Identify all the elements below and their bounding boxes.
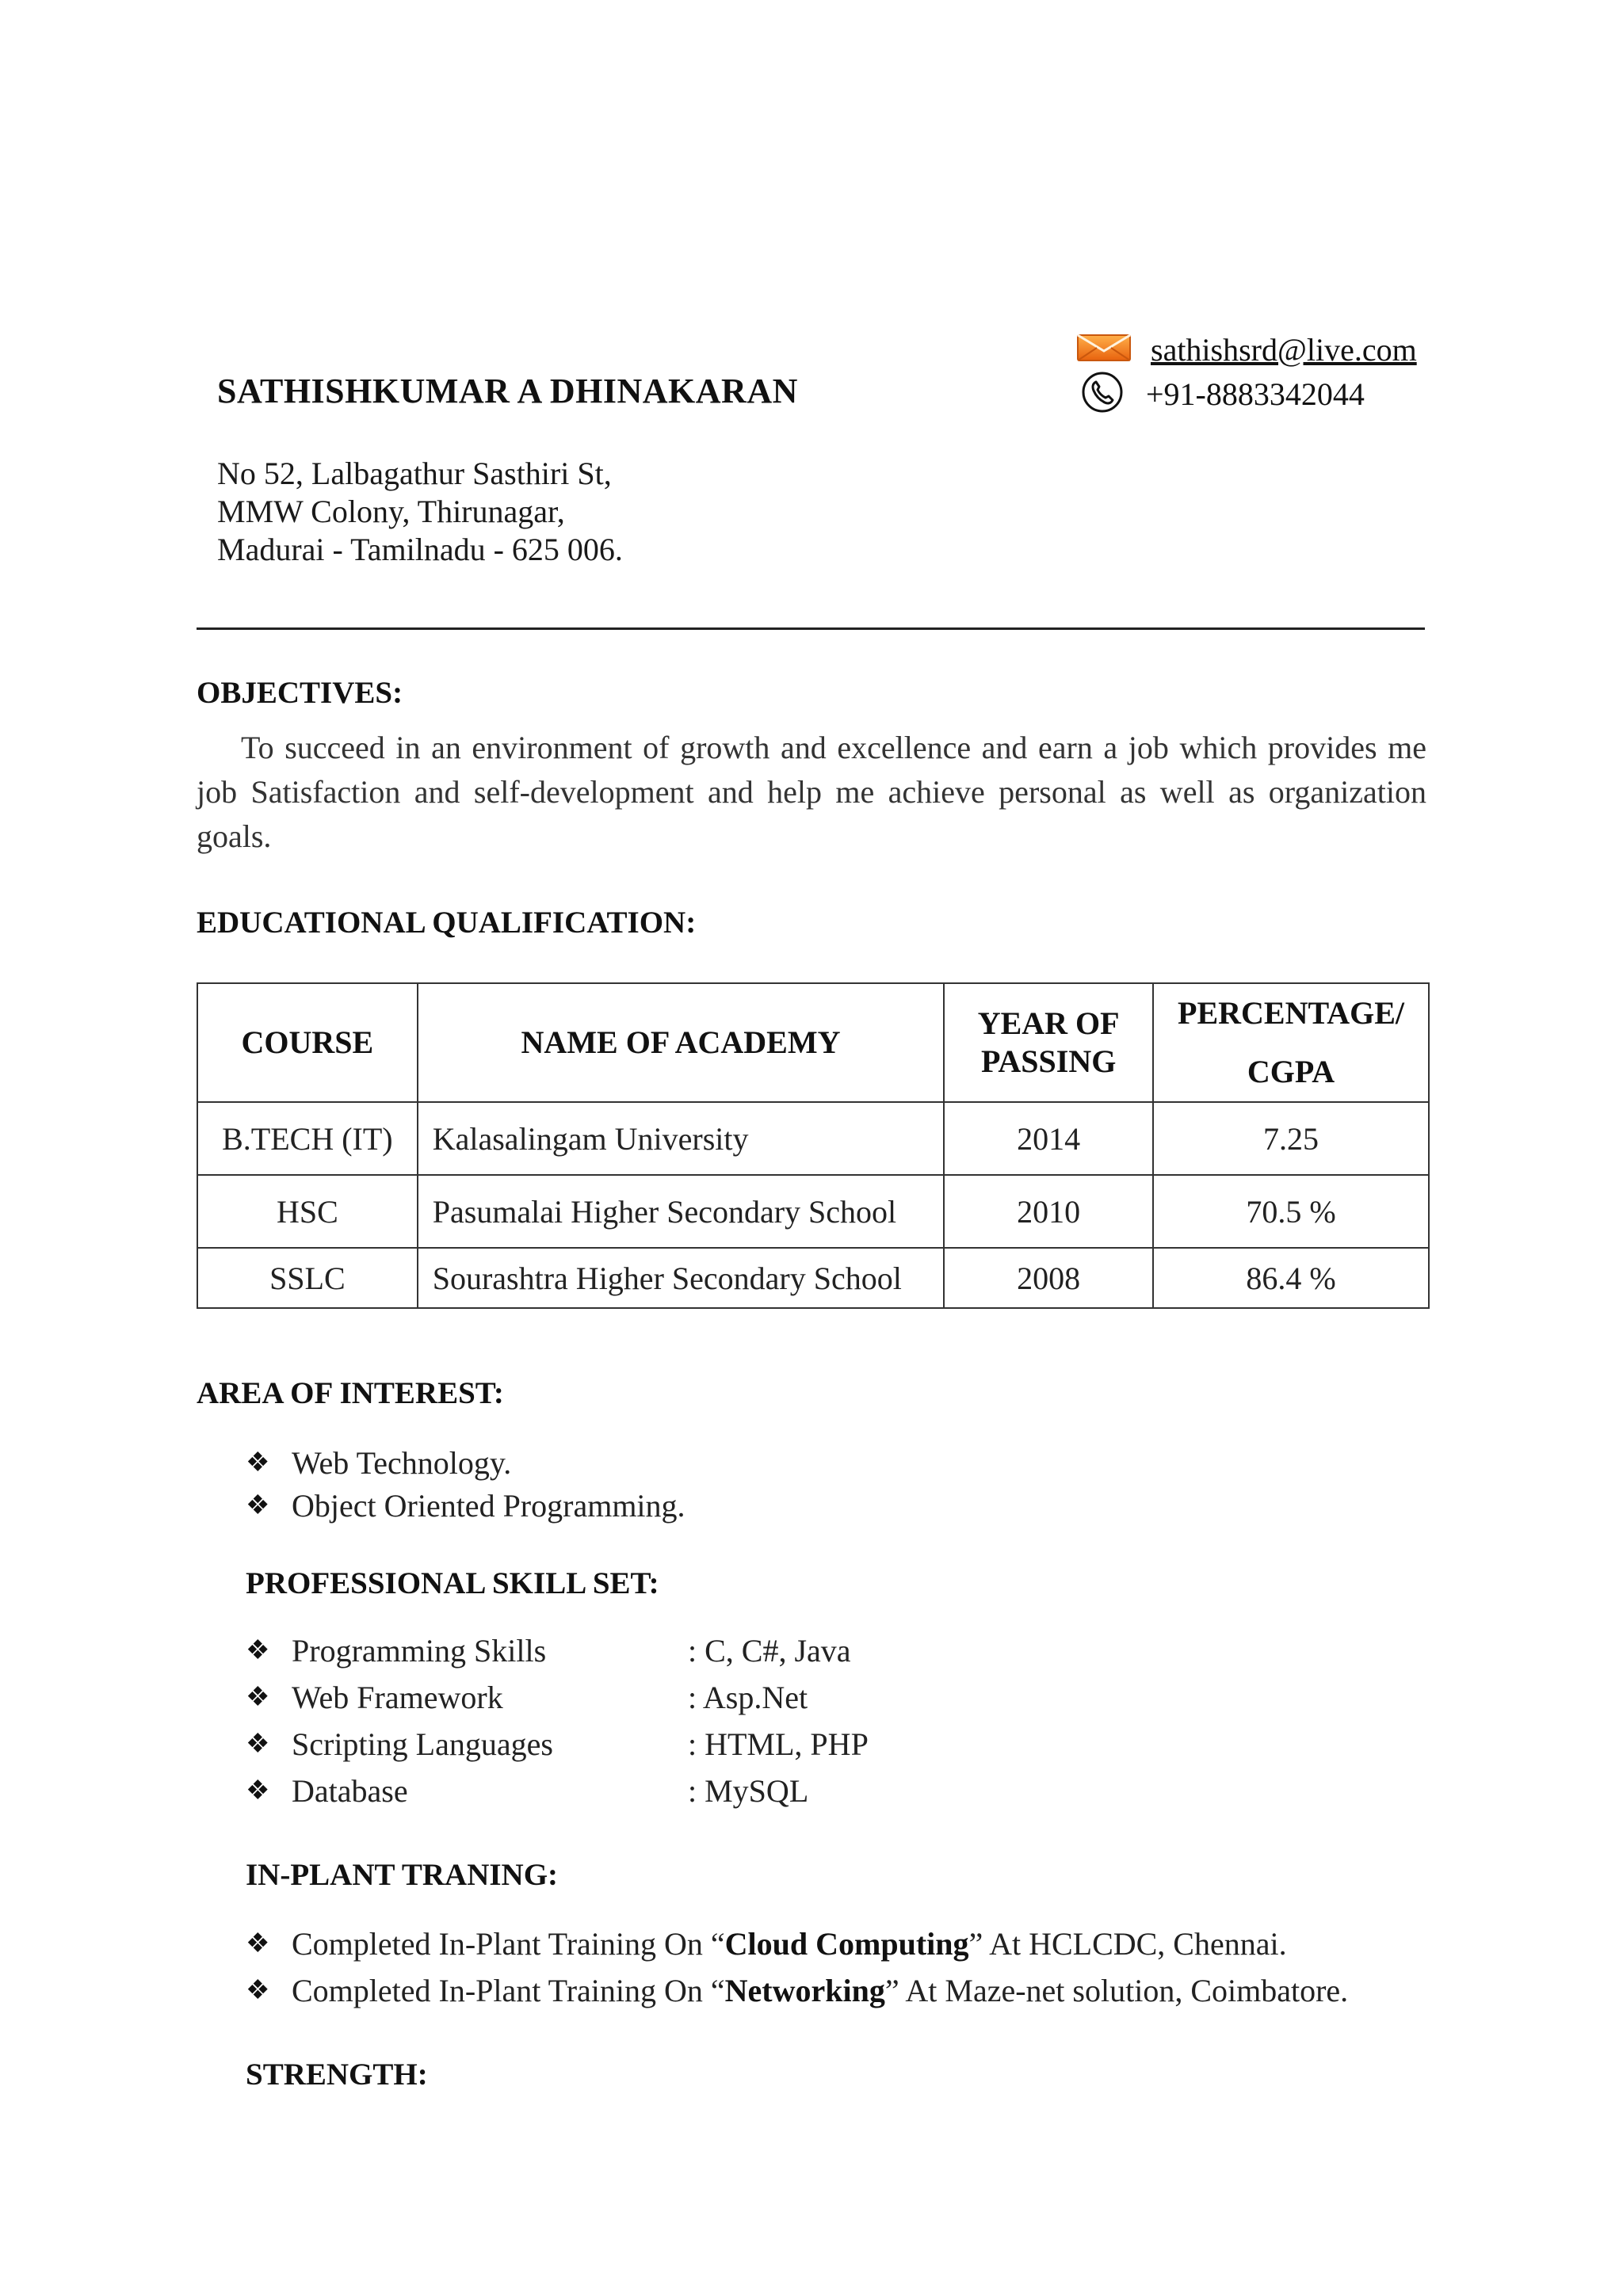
diamond-bullet-icon: ❖ xyxy=(246,1730,270,1759)
list-item xyxy=(246,1920,1348,1967)
phone-icon xyxy=(1081,371,1124,418)
list-item xyxy=(246,1768,869,1814)
course-cell: SSLC xyxy=(197,1248,418,1308)
diamond-bullet-icon: ❖ xyxy=(246,1776,270,1806)
address xyxy=(217,455,623,569)
diamond-bullet-icon: ❖ xyxy=(246,1929,270,1958)
phone-number: +91-8883342044 xyxy=(1146,376,1365,412)
column-header-percentage-line: CGPA xyxy=(1247,1054,1335,1089)
column-header-year-line: PASSING xyxy=(980,1043,1117,1079)
training-suffix: ” At Maze-net solution, Coimbatore. xyxy=(884,1973,1349,2008)
training-topic: Cloud Computing xyxy=(724,1926,969,1962)
list-item xyxy=(246,1627,869,1674)
skill-label: Scripting Languages xyxy=(292,1726,553,1762)
training-list xyxy=(246,1920,1348,2014)
email-link[interactable]: sathishsrd@live.com xyxy=(1151,332,1417,368)
strength-heading: STRENGTH: xyxy=(246,2058,428,2092)
skills-list xyxy=(246,1627,869,1814)
interest-list xyxy=(246,1442,685,1527)
candidate-name: SATHISHKUMAR A DHINAKARAN xyxy=(217,372,798,410)
training-prefix: Completed In-Plant Training On “ xyxy=(292,1973,725,2008)
address-line: MMW Colony, Thirunagar, xyxy=(217,494,565,529)
year-cell: 2008 xyxy=(944,1248,1153,1308)
training-item xyxy=(292,1920,1287,1967)
academy-cell: Kalasalingam University xyxy=(418,1102,945,1175)
column-header-percentage xyxy=(1153,983,1429,1102)
skill-label: Web Framework xyxy=(292,1680,503,1715)
list-item xyxy=(246,1721,869,1768)
objectives-heading: OBJECTIVES: xyxy=(197,676,403,710)
skill-label: Database xyxy=(292,1773,408,1809)
interest-heading: AREA OF INTEREST: xyxy=(197,1376,504,1410)
education-heading: EDUCATIONAL QUALIFICATION: xyxy=(197,906,697,940)
training-prefix: Completed In-Plant Training On “ xyxy=(292,1926,725,1962)
skill-value: : MySQL xyxy=(688,1773,809,1809)
course-cell: HSC xyxy=(197,1175,418,1248)
list-item xyxy=(246,1485,685,1527)
phone-row xyxy=(1081,371,1365,418)
table-row xyxy=(197,1102,1429,1175)
email-row xyxy=(1075,331,1417,368)
envelope-icon xyxy=(1075,332,1133,368)
interest-item-text: Object Oriented Programming. xyxy=(292,1488,685,1524)
interest-item-text: Web Technology. xyxy=(292,1445,512,1481)
diamond-bullet-icon: ❖ xyxy=(246,1683,270,1712)
training-topic: Networking xyxy=(724,1973,885,2008)
column-header-year-line: YEAR OF xyxy=(977,1005,1120,1041)
header-divider xyxy=(197,627,1425,630)
skills-heading: PROFESSIONAL SKILL SET: xyxy=(246,1566,659,1600)
training-suffix: ” At HCLCDC, Chennai. xyxy=(968,1926,1287,1962)
education-table xyxy=(197,982,1430,1309)
score-cell: 7.25 xyxy=(1153,1102,1429,1175)
course-cell: B.TECH (IT) xyxy=(197,1102,418,1175)
table-header-row xyxy=(197,983,1429,1102)
skill-value: : HTML, PHP xyxy=(688,1726,869,1762)
table-row xyxy=(197,1248,1429,1308)
year-cell: 2014 xyxy=(944,1102,1153,1175)
score-cell: 70.5 % xyxy=(1153,1175,1429,1248)
list-item xyxy=(246,1967,1348,2014)
column-header-year xyxy=(944,983,1153,1102)
diamond-bullet-icon: ❖ xyxy=(246,1491,270,1520)
address-line: Madurai - Tamilnadu - 625 006. xyxy=(217,532,623,567)
academy-cell: Sourashtra Higher Secondary School xyxy=(418,1248,945,1308)
skill-value: : C, C#, Java xyxy=(688,1633,851,1669)
academy-cell: Pasumalai Higher Secondary School xyxy=(418,1175,945,1248)
skill-value: : Asp.Net xyxy=(688,1680,808,1715)
column-header-course: COURSE xyxy=(197,983,418,1102)
training-heading: IN-PLANT TRANING: xyxy=(246,1858,559,1892)
diamond-bullet-icon: ❖ xyxy=(246,1448,270,1478)
address-line: No 52, Lalbagathur Sasthiri St, xyxy=(217,456,612,491)
list-item xyxy=(246,1442,685,1485)
diamond-bullet-icon: ❖ xyxy=(246,1636,270,1665)
column-header-academy: NAME OF ACADEMY xyxy=(418,983,945,1102)
year-cell: 2010 xyxy=(944,1175,1153,1248)
objectives-text: To succeed in an environment of growth and excellence and earn a job which provides me job Satisfaction and self-development and help me achieve personal as well as organization goals. xyxy=(197,730,1426,854)
skill-label: Programming Skills xyxy=(292,1633,547,1669)
list-item xyxy=(246,1674,869,1721)
column-header-percentage-line: PERCENTAGE/ xyxy=(1178,995,1405,1031)
score-cell: 86.4 % xyxy=(1153,1248,1429,1308)
training-item xyxy=(292,1967,1348,2014)
diamond-bullet-icon: ❖ xyxy=(246,1976,270,2005)
table-row xyxy=(197,1175,1429,1248)
